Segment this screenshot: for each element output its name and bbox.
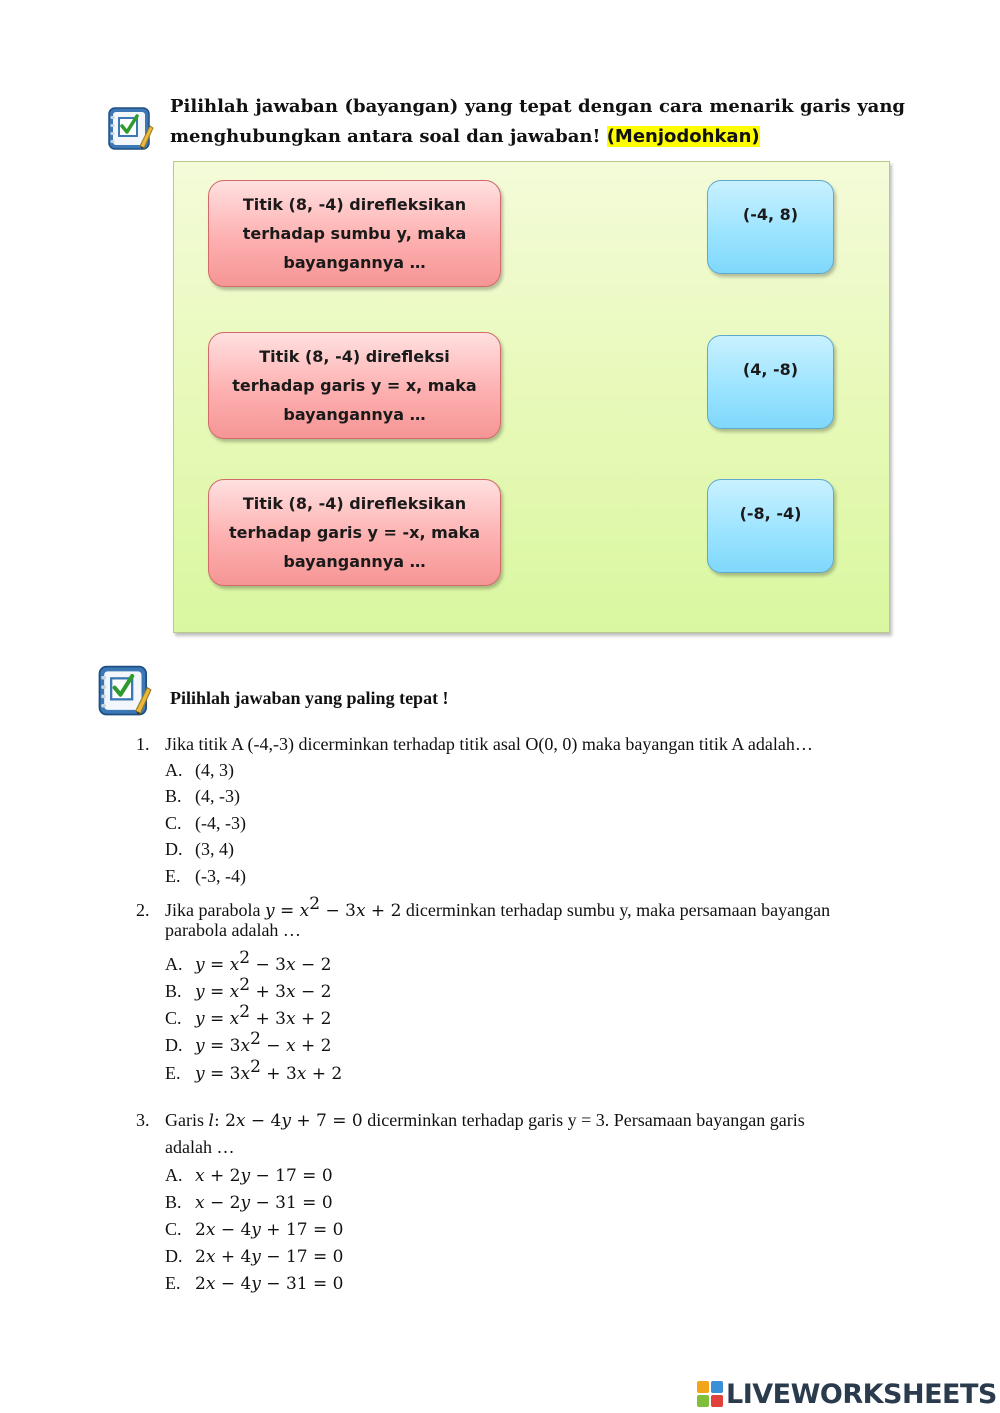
- logo-grid-icon: [697, 1381, 723, 1407]
- checklist-icon: [96, 662, 152, 718]
- section1-icon: [106, 104, 154, 157]
- question-2-line2: parabola adalah …: [165, 920, 301, 940]
- matching-panel: [173, 161, 890, 633]
- question-number: 1.: [136, 734, 150, 754]
- q3-option-e[interactable]: E. 2x − 4y − 31 = 0: [165, 1273, 344, 1294]
- section1-instruction: Pilihlah jawaban (bayangan) yang tepat dengan cara menarik garis yang menghubungkan antara soal dan jawaban! (Menjodohkan): [170, 96, 905, 147]
- question-text: Jika titik A (-4,-3) dicerminkan terhadap titik asal O(0, 0) maka bayangan titik A adalah…: [165, 734, 813, 754]
- section2-icon: [96, 662, 152, 723]
- question-3-line2: adalah …: [165, 1137, 235, 1157]
- q1-option-b[interactable]: B. (4, -3): [165, 786, 240, 806]
- question-number: 3.: [136, 1110, 150, 1130]
- q3-option-a[interactable]: A. x + 2y − 17 = 0: [165, 1165, 333, 1186]
- q2-option-a[interactable]: A. $y = x^2 - 3x - 2$: [165, 948, 332, 975]
- q2-option-c[interactable]: C. $y = x^2 + 3x + 2$: [165, 1002, 332, 1029]
- parabola-equation: y: [264, 901, 275, 921]
- q1-option-e[interactable]: E. (-3, -4): [165, 866, 246, 886]
- q1-option-c[interactable]: C. (-4, -3): [165, 813, 246, 833]
- question-number: 2.: [136, 900, 150, 920]
- question-2: 2. Jika parabola $y = x^2 - 3x + 2$ dicerminkan terhadap sumbu y, maka persamaan bayangan: [136, 894, 831, 921]
- q3-option-b[interactable]: B. x − 2y − 31 = 0: [165, 1192, 333, 1213]
- match-question-3[interactable]: Titik (8, -4) direfleksikan terhadap garis y = -x, maka bayangannya …: [208, 479, 501, 586]
- question-3: 3. Garis l: 2x − 4y + 7 = 0 dicerminkan terhadap garis y = 3. Persamaan bayangan garis: [136, 1107, 805, 1134]
- liveworksheets-logo[interactable]: [697, 1378, 997, 1410]
- match-answer-2[interactable]: (4, -8): [707, 335, 834, 429]
- match-answer-3[interactable]: (-8, -4): [707, 479, 834, 573]
- q3-option-d[interactable]: D. 2x + 4y − 17 = 0: [165, 1246, 344, 1267]
- question-1: [136, 731, 813, 757]
- q3-option-c[interactable]: C. 2x − 4y + 17 = 0: [165, 1219, 344, 1240]
- section2-instruction: Pilihlah jawaban yang paling tepat !: [170, 688, 449, 708]
- q1-option-a[interactable]: A. (4, 3): [165, 760, 234, 780]
- q1-option-d[interactable]: D. (3, 4): [165, 839, 234, 859]
- match-question-2[interactable]: Titik (8, -4) direfleksi terhadap garis y = x, maka bayangannya …: [208, 332, 501, 439]
- checklist-icon: [106, 104, 154, 152]
- q2-option-b[interactable]: B. $y = x^2 + 3x - 2$: [165, 975, 332, 1002]
- line-equation: l: [208, 1111, 214, 1131]
- logo-text: LIVEWORKSHEETS: [726, 1378, 997, 1410]
- match-answer-1[interactable]: (-4, 8): [707, 180, 834, 274]
- q2-option-d[interactable]: D. $y = 3x^2 - x + 2$: [165, 1029, 332, 1056]
- instruction-highlight: (Menjodohkan): [606, 126, 760, 147]
- q2-option-e[interactable]: E. $y = 3x^2 + 3x + 2$: [165, 1057, 343, 1084]
- match-question-1[interactable]: Titik (8, -4) direfleksikan terhadap sumbu y, maka bayangannya …: [208, 180, 501, 287]
